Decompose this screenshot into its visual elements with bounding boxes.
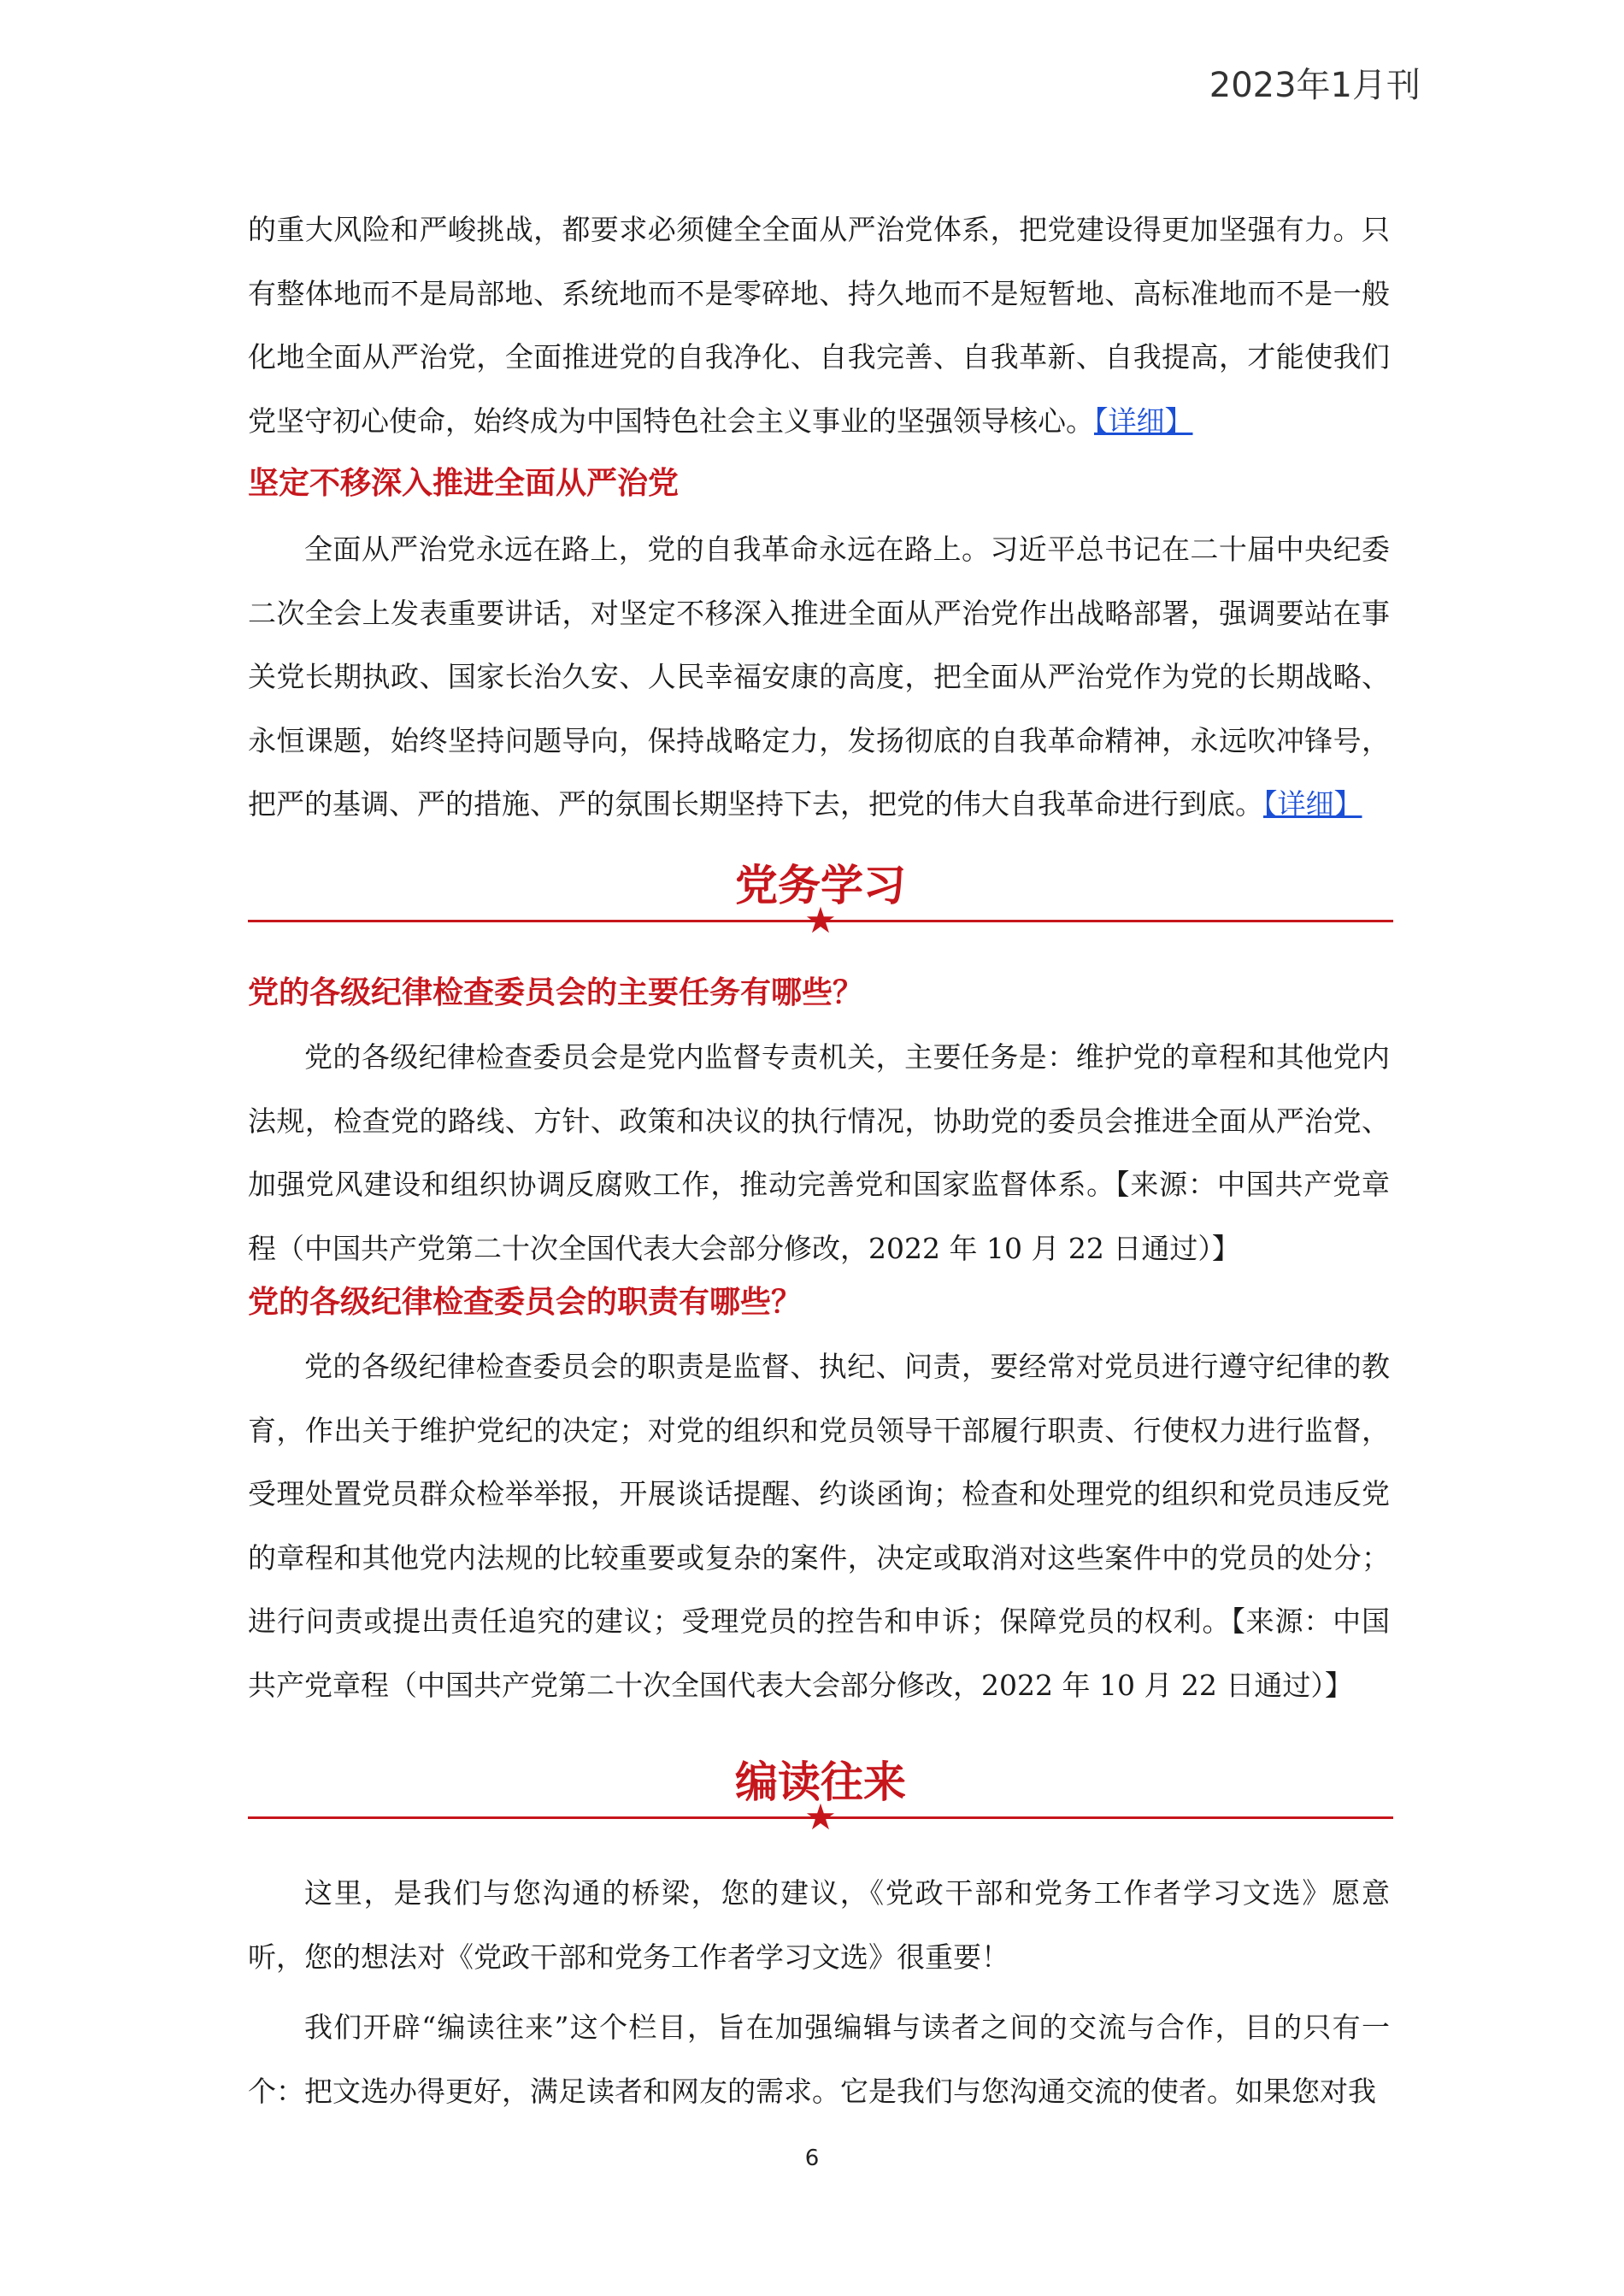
star-icon: ★ <box>804 1796 837 1838</box>
article-block <box>248 198 1390 837</box>
question-heading: 党的各级纪律检查委员会的职责有哪些？ <box>248 1285 803 1320</box>
star-icon: ★ <box>804 899 837 941</box>
answer-paragraph: 党的各级纪律检查委员会的职责是监督、执纪、问责，要经常对党员进行遵守纪律的教育，作出关于维护党纪的决定；对党的组织和党员领导干部履行职责、行使权力进行监督，受理处置党员群众检举举报，开展谈话提醒、约谈函询；检查和处理党的组织和党员违反党的章程和其他党内法规的比较重要或复杂的案件，决定或取消对这些案件中的党员的处分；进行问责或提出责任追究的建议；受理党员的控告和申诉；保障党员的权利。【来源：中国共产党章程（中国共产党第二十次全国代表大会部分修改，2022 年 10 月 22 日通过）】 <box>248 1350 1390 1702</box>
letters-block <box>248 1862 1390 2123</box>
detail-link[interactable]: 【详细】 <box>1263 787 1362 821</box>
section-title: 编读往来 <box>735 1757 906 1807</box>
question-heading: 党的各级纪律检查委员会的主要任务有哪些？ <box>248 975 864 1010</box>
answer-paragraph: 党的各级纪律检查委员会是党内监督专责机关，主要任务是：维护党的章程和其他党内法规，检查党的路线、方针、政策和决议的执行情况，协助党的委员会推进全面从严治党、加强党风建设和组织协调反腐败工作，推动完善党和国家监督体系。【来源：中国共产党章程（中国共产党第二十次全国代表大会部分修改，2022 年 10 月 22 日通过）】 <box>248 1040 1390 1265</box>
paragraph: 这里，是我们与您沟通的桥梁，您的建议，《党政干部和党务工作者学习文选》愿意听，您的想法对《党政干部和党务工作者学习文选》很重要！ <box>248 1876 1390 1974</box>
detail-link[interactable]: 【详细】 <box>1094 403 1193 438</box>
page-number: 6 <box>804 2146 820 2171</box>
section-title: 党务学习 <box>735 861 906 910</box>
issue-label: 2023年1月刊 <box>1209 66 1421 105</box>
paragraph <box>248 198 1390 453</box>
article-heading: 坚定不移深入推进全面从严治党 <box>248 466 680 501</box>
paragraph-text: 的重大风险和严峻挑战，都要求必须健全全面从严治党体系，把党建设得更加坚强有力。只有整体地而不是局部地、系统地而不是零碎地、持久地而不是短暂地、高标准地而不是一般化地全面从严治党，全面推进党的自我净化、自我完善、自我革新、自我提高，才能使我们党坚守初心使命，始终成为中国特色社会主义事业的坚强领导核心。 <box>248 213 1390 438</box>
qa-block <box>248 971 1390 1717</box>
paragraph: 我们开辟“编读往来”这个栏目，旨在加强编辑与读者之间的交流与合作，目的只有一个：把文选办得更好，满足读者和网友的需求。它是我们与您沟通交流的使者。如果您对我 <box>248 2010 1390 2108</box>
paragraph <box>248 518 1390 837</box>
paragraph-text: 全面从严治党永远在路上，党的自我革命永远在路上。习近平总书记在二十届中央纪委二次全会上发表重要讲话，对坚定不移深入推进全面从严治党作出战略部署，强调要站在事关党长期执政、国家长治久安、人民幸福安康的高度，把全面从严治党作为党的长期战略、永恒课题，始终坚持问题导向，保持战略定力，发扬彻底的自我革命精神，永远吹冲锋号，把严的基调、严的措施、严的氛围长期坚持下去，把党的伟大自我革命进行到底。 <box>248 533 1390 821</box>
